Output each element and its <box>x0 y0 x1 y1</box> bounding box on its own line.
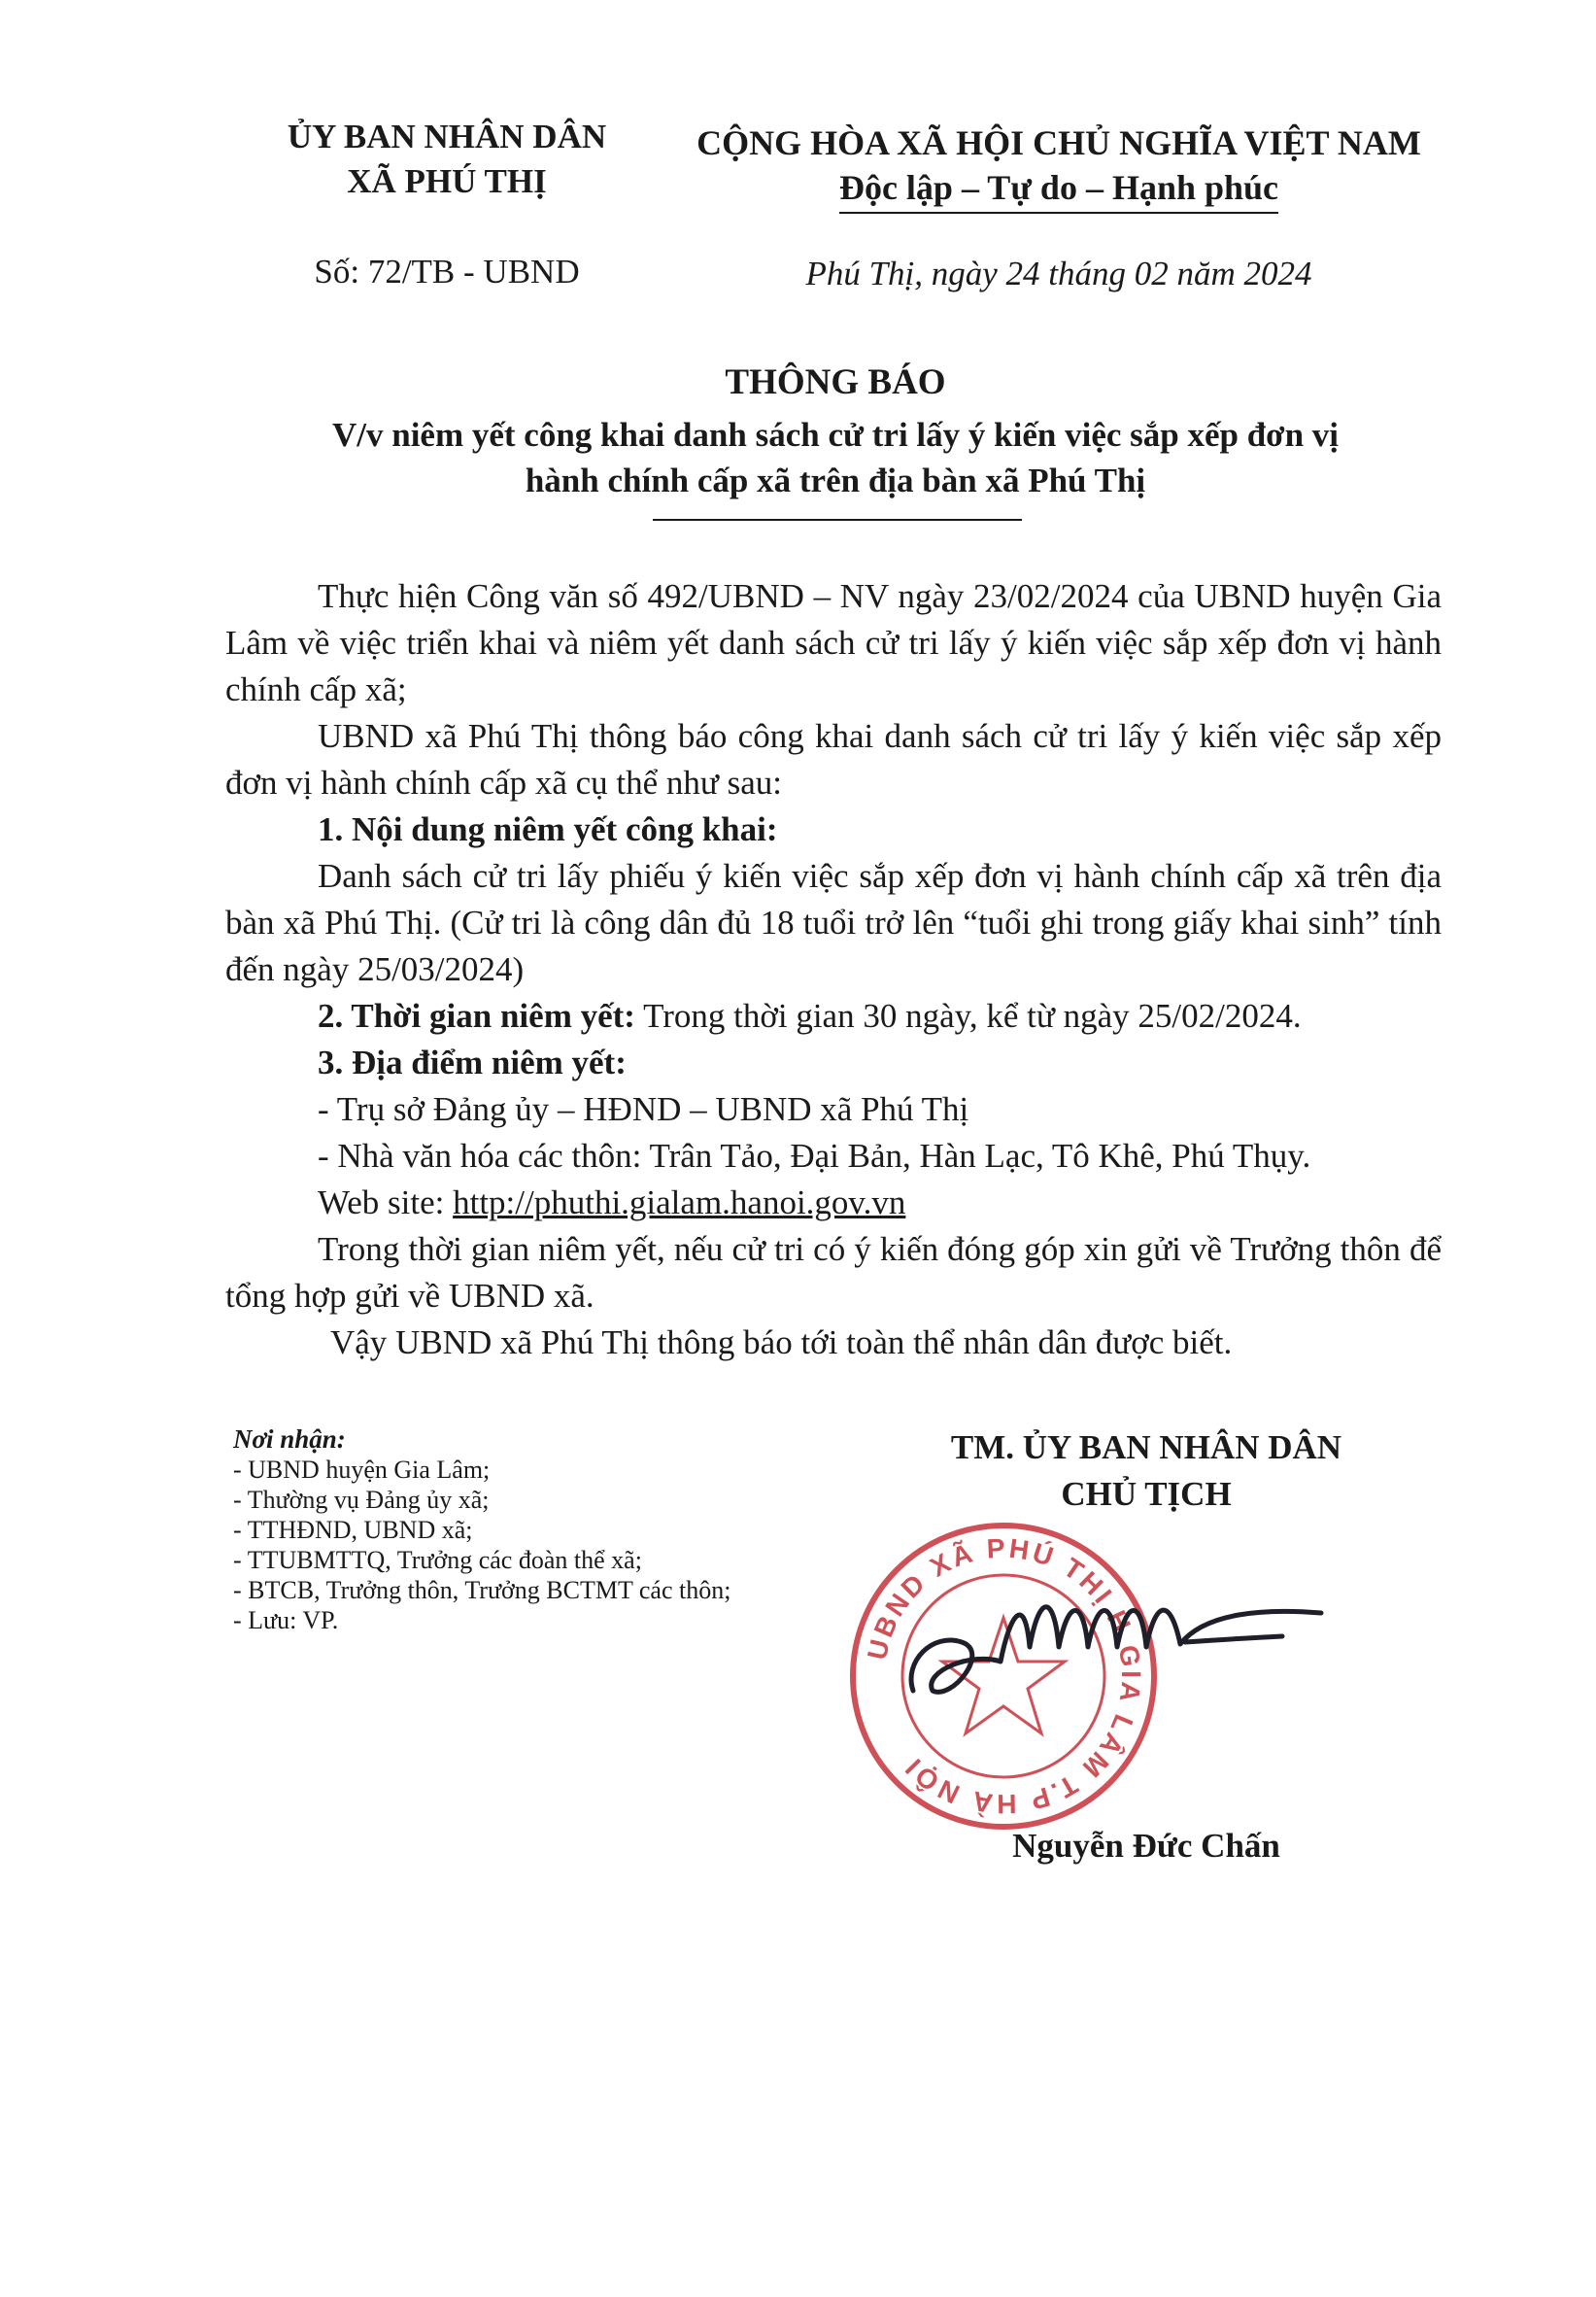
nation-name: CỘNG HÒA XÃ HỘI CHỦ NGHĨA VIỆT NAM <box>696 123 1421 162</box>
recipients-label: Nơi nhận: <box>233 1424 346 1454</box>
recipient-item: - UBND huyện Gia Lâm; <box>233 1456 491 1484</box>
signature-heading <box>855 1424 1438 1518</box>
section-3-heading: 3. Địa điểm niêm yết: <box>318 1044 627 1081</box>
section-1-heading: 1. Nội dung niêm yết công khai: <box>318 810 778 848</box>
recipient-item: - TTHĐND, UBND xã; <box>233 1516 473 1544</box>
agency-line-2: XÃ PHÚ THỊ <box>347 162 547 200</box>
recipient-item: - BTCB, Trưởng thôn, Trưởng BCTMT các thôn; <box>233 1576 731 1604</box>
document-subject <box>233 412 1438 503</box>
recipient-item: - TTUBMTTQ, Trưởng các đoàn thể xã; <box>233 1546 642 1574</box>
section-1-text: Danh sách cử tri lấy phiếu ý kiến việc sắp xếp đơn vị hành chính cấp xã trên địa bàn xã Phú Thị. (Cử tri là công dân đủ 18 tuổi trở lên “tuổi ghi trong giấy khai sinh” tính đến ngày 25/03/2024) <box>225 857 1442 988</box>
handwritten-signature <box>894 1555 1341 1720</box>
paragraph-announcement: UBND xã Phú Thị thông báo công khai danh sách cử tri lấy ý kiến việc sắp xếp đơn vị hành chính cấp xã cụ thể như sau: <box>225 717 1442 802</box>
subject-line-2: hành chính cấp xã trên địa bàn xã Phú Thị <box>525 462 1146 499</box>
on-behalf-line: TM. ỦY BAN NHÂN DÂN <box>950 1428 1342 1466</box>
section-2-heading: 2. Thời gian niêm yết: <box>318 997 635 1035</box>
issuing-agency <box>223 115 670 204</box>
recipients-block <box>233 1424 855 1635</box>
website-link[interactable]: http://phuthi.gialam.hanoi.gov.vn <box>453 1183 906 1221</box>
national-motto: Độc lập – Tự do – Hạnh phúc <box>839 165 1278 214</box>
section-2-text: Trong thời gian 30 ngày, kể từ ngày 25/02/2024. <box>634 997 1302 1035</box>
place-and-date: Phú Thị, ngày 24 tháng 02 năm 2024 <box>805 255 1312 292</box>
location-item-2: - Nhà văn hóa các thôn: Trân Tảo, Đại Bản, Hàn Lạc, Tô Khê, Phú Thụy. <box>318 1137 1311 1175</box>
document-body <box>225 573 1442 1366</box>
signer-position: CHỦ TỊCH <box>1061 1475 1232 1513</box>
national-heading <box>670 120 1447 214</box>
section-2 <box>225 993 1442 1040</box>
website-label: Web site: <box>318 1183 454 1221</box>
signer-name: Nguyễn Đức Chấn <box>1012 1827 1280 1865</box>
paragraph-closing: Vậy UBND xã Phú Thị thông báo tới toàn thể nhân dân được biết. <box>330 1323 1233 1361</box>
title-underline <box>653 519 1022 521</box>
paragraph-feedback: Trong thời gian niêm yết, nếu cử tri có ý kiến đóng góp xin gửi về Trưởng thôn để tổng hợp gửi về UBND xã. <box>225 1230 1442 1315</box>
recipient-item: - Lưu: VP. <box>233 1606 339 1634</box>
paragraph-reference: Thực hiện Công văn số 492/UBND – NV ngày 23/02/2024 của UBND huyện Gia Lâm về việc triển khai và niêm yết danh sách cử tri lấy ý kiến việc sắp xếp đơn vị hành chính cấp xã; <box>225 577 1442 708</box>
website-line <box>225 1180 1442 1226</box>
location-item-1: - Trụ sở Đảng ủy – HĐND – UBND xã Phú Thị <box>318 1090 969 1128</box>
subject-line-1: V/v niêm yết công khai danh sách cử tri lấy ý kiến việc sắp xếp đơn vị <box>331 416 1340 454</box>
agency-line-1: ỦY BAN NHÂN DÂN <box>287 118 607 155</box>
document-number: Số: 72/TB - UBND <box>314 253 580 291</box>
recipient-item: - Thường vụ Đảng ủy xã; <box>233 1486 490 1514</box>
document-title: THÔNG BÁO <box>725 362 946 402</box>
stamp-text: UBND XÃ PHÚ THỊ H.GIA LÂM T.P HÀ NỘI <box>862 1532 1147 1820</box>
